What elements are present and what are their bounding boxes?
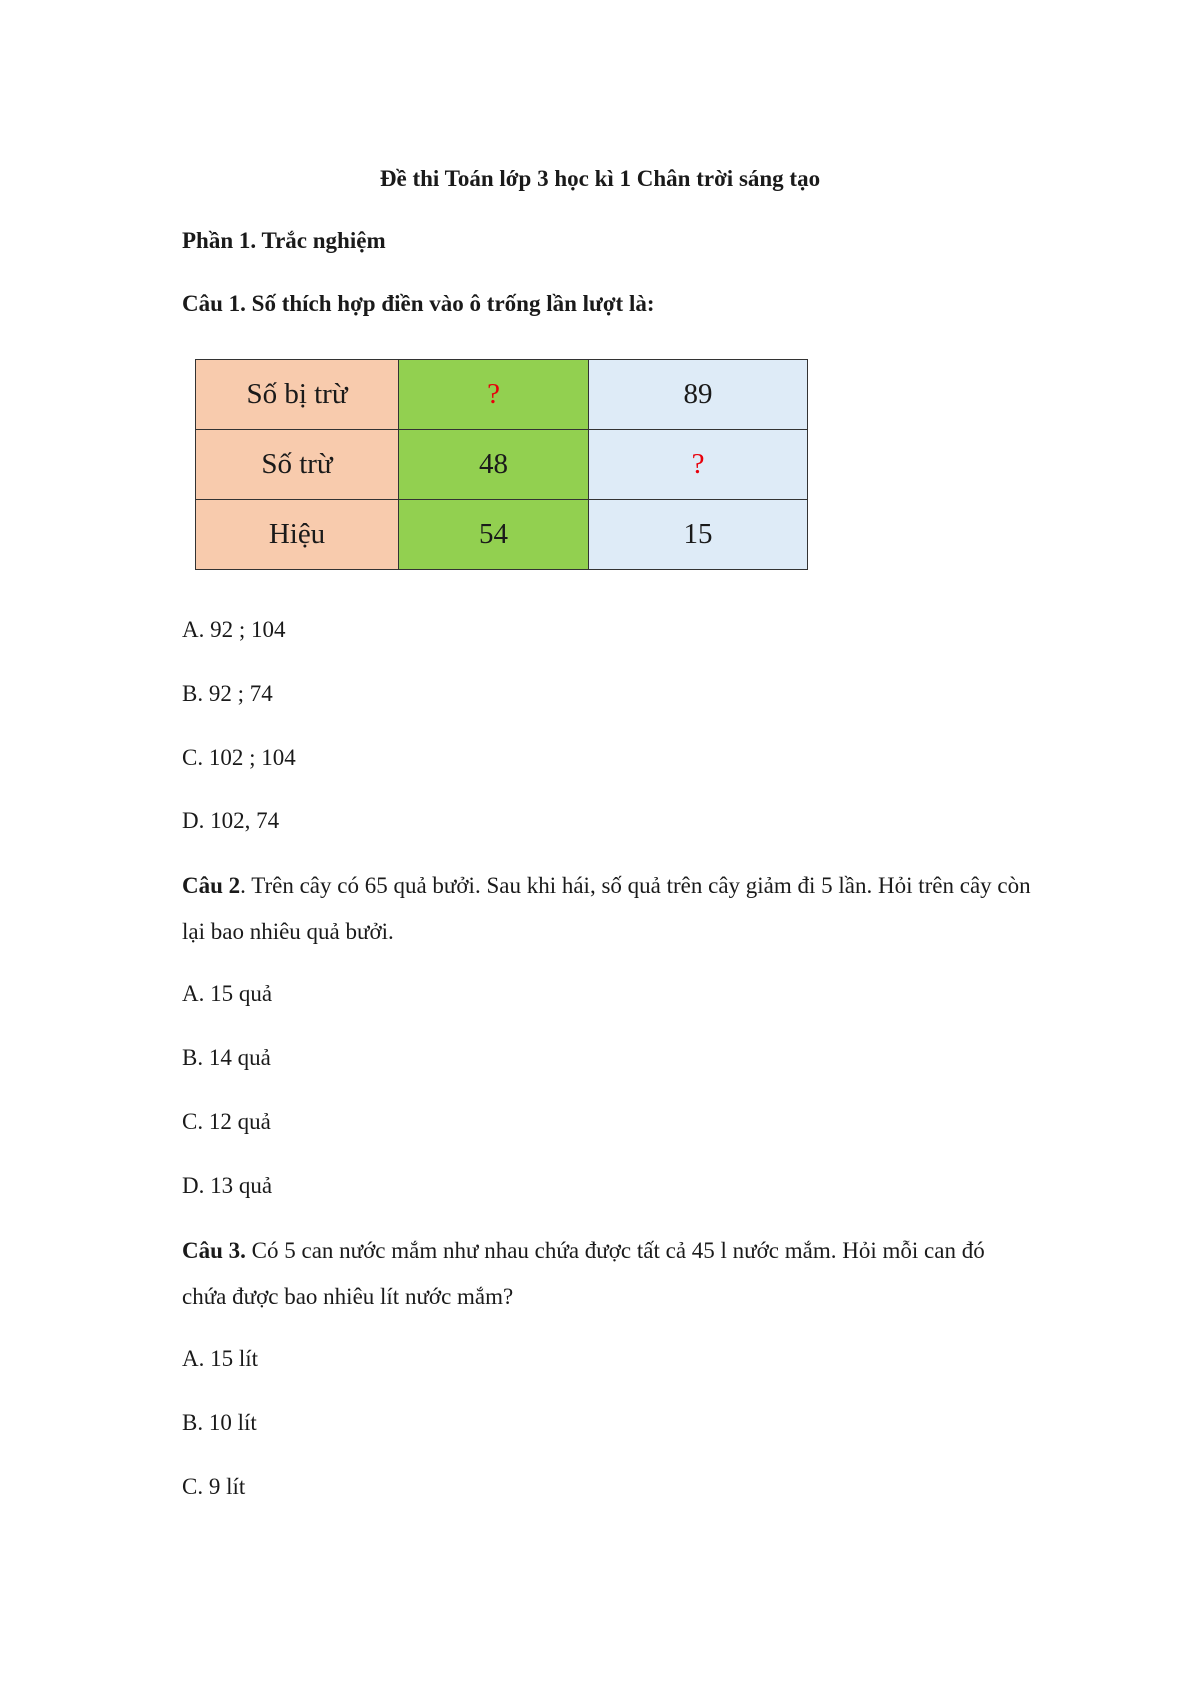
question-2-text: . Trên cây có 65 quả bưởi. Sau khi hái, số quả trên cây giảm đi 5 lần. Hỏi trên cây còn lại bao nhiêu quả bưởi. xyxy=(182,873,1031,944)
question-3-label: Câu 3. xyxy=(182,1238,246,1263)
table-cell: 89 xyxy=(589,360,808,430)
q2-option-d: D. 13 quả xyxy=(182,1173,273,1198)
table-cell: 15 xyxy=(589,500,808,570)
part-heading: Phần 1. Trắc nghiệm xyxy=(182,228,386,253)
q1-option-d: D. 102, 74 xyxy=(182,808,280,833)
q3-option-c: C. 9 lít xyxy=(182,1474,246,1499)
table-cell: 48 xyxy=(399,430,589,500)
q1-option-c: C. 102 ; 104 xyxy=(182,745,296,770)
question-2-label: Câu 2 xyxy=(182,873,241,898)
table-cell: Số bị trừ xyxy=(196,360,399,430)
table-row xyxy=(196,430,808,500)
document-title: Đề thi Toán lớp 3 học kì 1 Chân trời sáng tạo xyxy=(379,166,821,191)
q1-option-b: B. 92 ; 74 xyxy=(182,681,273,706)
question-3 xyxy=(182,1228,1032,1320)
table-cell: 54 xyxy=(399,500,589,570)
question-2 xyxy=(182,863,1032,955)
subtraction-table xyxy=(195,359,808,570)
table-cell: Số trừ xyxy=(196,430,399,500)
q2-option-b: B. 14 quả xyxy=(182,1045,271,1070)
q1-option-a: A. 92 ; 104 xyxy=(182,617,286,642)
table-cell: Hiệu xyxy=(196,500,399,570)
table-cell-unknown: ? xyxy=(589,430,808,500)
q2-option-a: A. 15 quả xyxy=(182,981,273,1006)
table-row xyxy=(196,500,808,570)
table-cell-unknown: ? xyxy=(399,360,589,430)
question-1-label: Câu 1. Số thích hợp điền vào ô trống lần lượt là: xyxy=(182,291,655,316)
q2-option-c: C. 12 quả xyxy=(182,1109,271,1134)
q3-option-b: B. 10 lít xyxy=(182,1410,257,1435)
q3-option-a: A. 15 lít xyxy=(182,1346,259,1371)
question-3-text: Có 5 can nước mắm như nhau chứa được tất cả 45 l nước mắm. Hỏi mỗi can đó chứa được bao nhiêu lít nước mắm? xyxy=(182,1238,985,1309)
table-row xyxy=(196,360,808,430)
